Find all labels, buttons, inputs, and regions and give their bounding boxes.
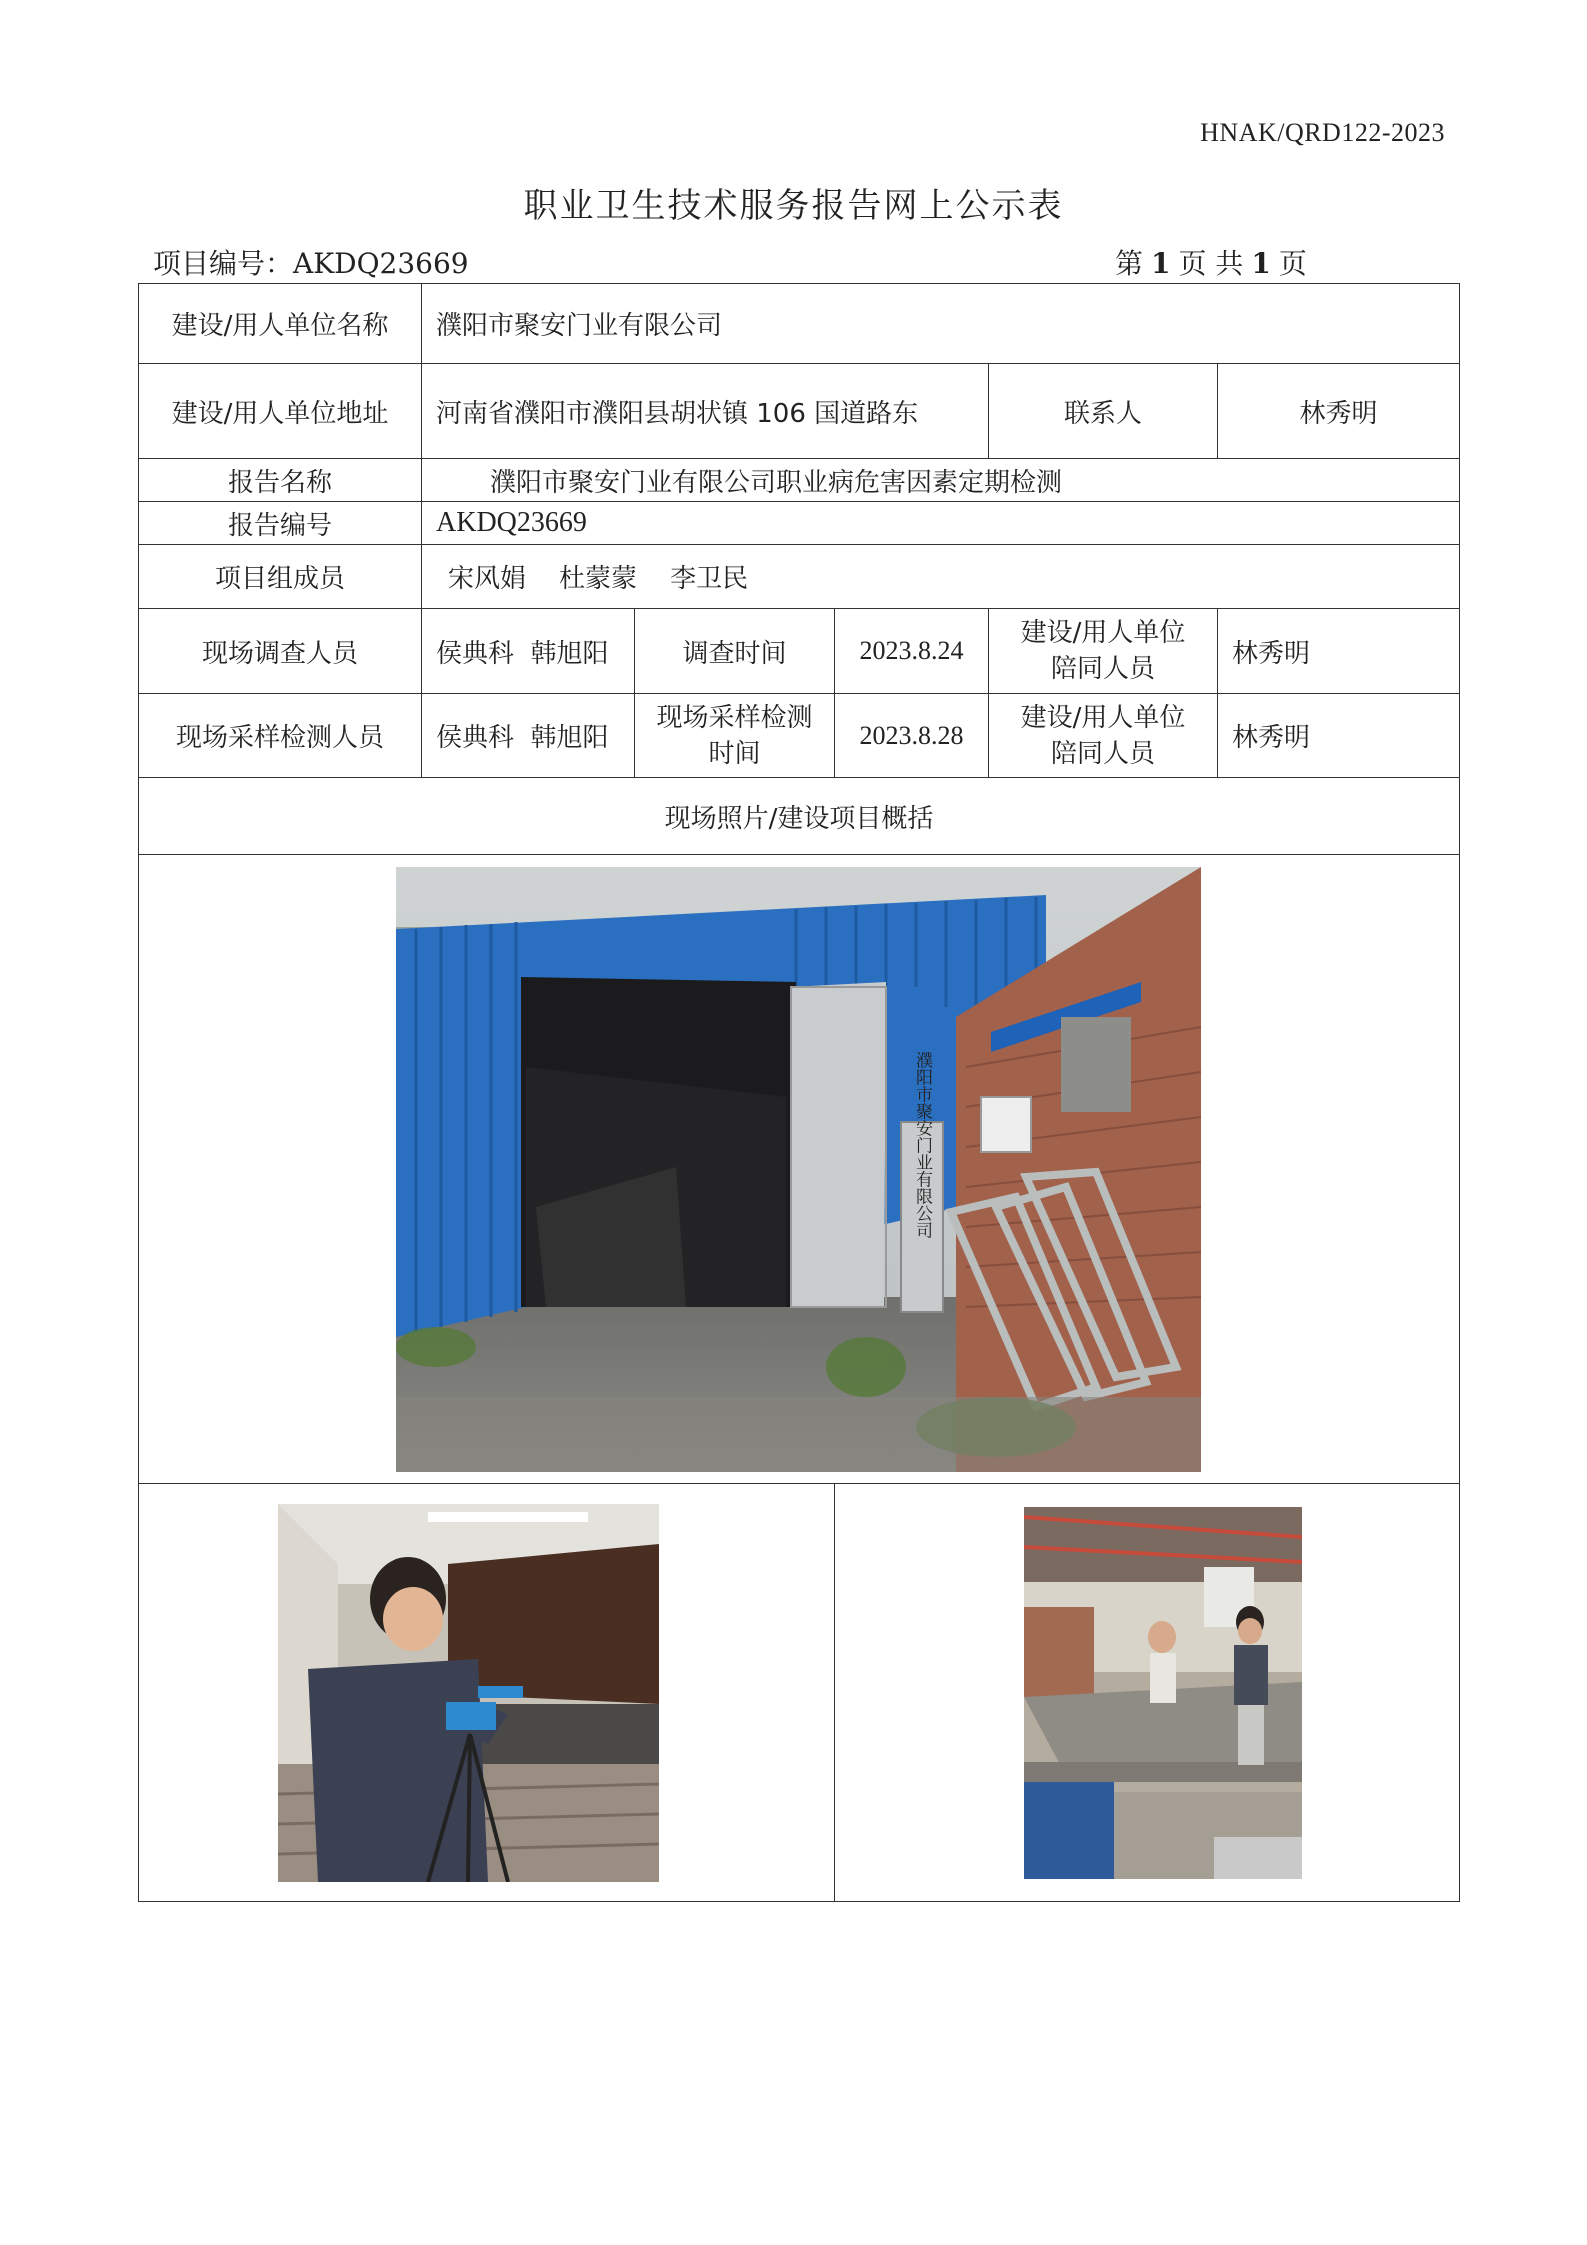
report-number-value: AKDQ23669 <box>422 502 1460 545</box>
page-mid: 页 共 <box>1178 247 1244 280</box>
accompany-label-line1: 建设/用人单位 <box>1020 618 1186 648</box>
members-value: 宋风娟 杜蒙蒙 李卫民 <box>422 545 1460 609</box>
report-name-value: 濮阳市聚安门业有限公司职业病危害因素定期检测 <box>422 459 1460 502</box>
accompany-label-line2: 陪同人员 <box>1050 654 1155 684</box>
survey-staff-value: 侯典科 韩旭阳 <box>422 609 635 694</box>
row-report-number <box>139 502 1460 545</box>
page-indicator <box>1115 242 1307 282</box>
unit-name-value: 濮阳市聚安门业有限公司 <box>422 284 1460 364</box>
sampling-time-label-line1: 现场采样检测 <box>656 702 813 733</box>
page-prefix: 第 <box>1115 247 1144 280</box>
row-sampling <box>139 694 1460 778</box>
address-label: 建设/用人单位地址 <box>139 364 422 459</box>
accompany-label-line2: 陪同人员 <box>1050 738 1155 769</box>
row-survey <box>139 609 1460 694</box>
photos-section-label: 现场照片/建设项目概括 <box>139 778 1460 855</box>
page-total: 1 <box>1251 247 1271 280</box>
sampling-staff-label: 现场采样检测人员 <box>139 694 422 778</box>
report-name-label: 报告名称 <box>139 459 422 502</box>
page-suffix: 页 <box>1278 247 1307 280</box>
sampling-staff-value: 侯典科 韩旭阳 <box>422 694 635 778</box>
members-label: 项目组成员 <box>139 545 422 609</box>
page-number: 1 <box>1151 247 1171 280</box>
report-table <box>138 283 1460 1902</box>
sampling-worker-photo <box>278 1504 659 1882</box>
row-members <box>139 545 1460 609</box>
survey-accompany-label <box>989 609 1218 694</box>
main-photo-cell <box>139 855 1460 1484</box>
report-number-label: 报告编号 <box>139 502 422 545</box>
row-report-name <box>139 459 1460 502</box>
row-main-photo <box>139 855 1460 1484</box>
sampling-time-value: 2023.8.28 <box>835 694 989 778</box>
sub-photo-left-cell <box>139 1484 835 1902</box>
address-value: 河南省濮阳市濮阳县胡状镇 106 国道路东 <box>422 364 989 459</box>
sampling-time-label <box>635 694 835 778</box>
signage-text: 濮阳市聚安门业有限公司 <box>912 1051 932 1239</box>
row-sub-photos <box>139 1484 1460 1902</box>
survey-time-label: 调查时间 <box>635 609 835 694</box>
project-number: 项目编号：AKDQ23669 <box>153 247 469 280</box>
survey-accompany-value: 林秀明 <box>1218 609 1460 694</box>
row-unit-name <box>139 284 1460 364</box>
document-code: HNAK/QRD122-2023 <box>1200 118 1445 147</box>
row-address <box>139 364 1460 459</box>
warehouse-entrance-photo <box>396 867 1201 1472</box>
unit-name-label: 建设/用人单位名称 <box>139 284 422 364</box>
sampling-time-label-line2: 时间 <box>708 738 761 769</box>
workshop-photo <box>1024 1507 1302 1879</box>
accompany-label-line1: 建设/用人单位 <box>1020 702 1186 733</box>
row-photos-header <box>139 778 1460 855</box>
survey-time-value: 2023.8.24 <box>835 609 989 694</box>
contact-label: 联系人 <box>989 364 1218 459</box>
sampling-accompany-label <box>989 694 1218 778</box>
sampling-accompany-value: 林秀明 <box>1218 694 1460 778</box>
contact-value: 林秀明 <box>1218 364 1460 459</box>
sub-photo-right-cell <box>835 1484 1460 1902</box>
survey-staff-label: 现场调查人员 <box>139 609 422 694</box>
page-title: 职业卫生技术服务报告网上公示表 <box>523 186 1064 226</box>
